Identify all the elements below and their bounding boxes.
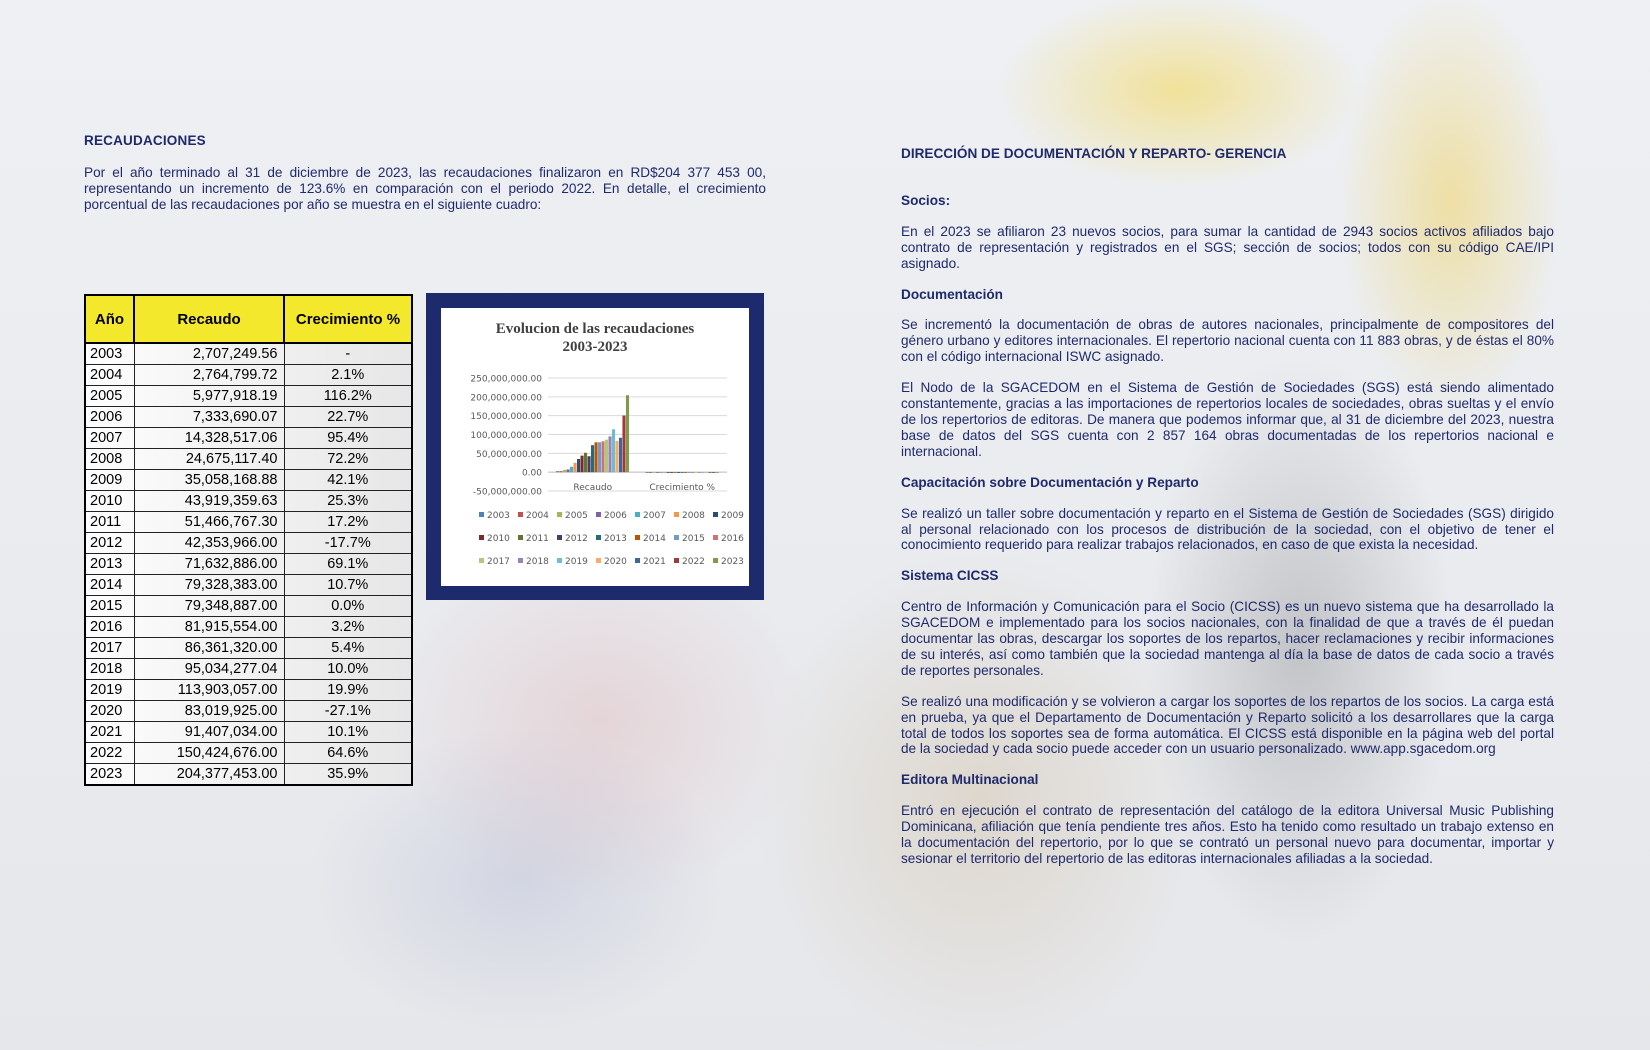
table-cell-growth: -17.7% xyxy=(284,533,412,554)
legend-swatch xyxy=(557,558,562,563)
table-row xyxy=(85,680,412,701)
chart-bar xyxy=(581,456,584,473)
x-category-label: Crecimiento % xyxy=(649,483,716,494)
table-row xyxy=(85,343,412,365)
table-cell-growth: 69.1% xyxy=(284,554,412,575)
table-row xyxy=(85,764,412,786)
chart-bar xyxy=(567,469,570,472)
chart-bar xyxy=(622,416,625,473)
table-row xyxy=(85,365,412,386)
table-row xyxy=(85,470,412,491)
table-cell-year: 2011 xyxy=(85,512,134,533)
chart-bar xyxy=(584,453,587,472)
table-row xyxy=(85,512,412,533)
legend-swatch xyxy=(518,535,523,540)
chart-title: 2003-2023 xyxy=(562,339,628,355)
legend-label: 2011 xyxy=(526,534,549,544)
table-cell-year: 2021 xyxy=(85,722,134,743)
legend-label: 2006 xyxy=(604,511,627,521)
chart-frame xyxy=(426,293,764,600)
chart-bar xyxy=(615,441,618,472)
legend-label: 2016 xyxy=(721,534,744,544)
chart-bar xyxy=(605,440,608,473)
table-row xyxy=(85,638,412,659)
table-cell-year: 2010 xyxy=(85,491,134,512)
table-row xyxy=(85,428,412,449)
table-row xyxy=(85,659,412,680)
chart-bar xyxy=(594,442,597,472)
legend-swatch xyxy=(635,512,640,517)
table-cell-growth: 0.0% xyxy=(284,596,412,617)
table-cell-year: 2013 xyxy=(85,554,134,575)
chart-bar xyxy=(684,472,687,473)
legend-label: 2017 xyxy=(487,557,510,567)
table-row xyxy=(85,575,412,596)
chart-bar xyxy=(626,395,629,472)
chart-bar xyxy=(715,472,718,473)
chart-bar xyxy=(619,438,622,472)
y-tick-label: 100,000,000.00 xyxy=(470,431,542,441)
chart-bar xyxy=(691,472,694,473)
y-tick-label: 200,000,000.00 xyxy=(470,393,542,404)
chart-bar xyxy=(708,472,711,473)
subsection-title: Socios: xyxy=(901,192,951,208)
body-paragraph: Se incrementó la documentación de obras de autores nacionales, principalmente de compositores del género urbano y editores internacionales. El repertorio nacional cuenta con 11 883 obras, y de éstas el 80% con el código internacional ISWC asignado. xyxy=(901,317,1554,365)
table-cell-year: 2009 xyxy=(85,470,134,491)
table-cell-recaudo: 86,361,320.00 xyxy=(134,638,284,659)
table-cell-year: 2004 xyxy=(85,365,134,386)
table-cell-recaudo: 51,466,767.30 xyxy=(134,512,284,533)
recaudo-table xyxy=(84,294,413,786)
chart-bar xyxy=(574,463,577,472)
table-cell-year: 2018 xyxy=(85,659,134,680)
legend-swatch xyxy=(479,535,484,540)
table-cell-recaudo: 204,377,453.00 xyxy=(134,764,284,786)
table-cell-recaudo: 5,977,918.19 xyxy=(134,386,284,407)
legend-swatch xyxy=(596,558,601,563)
table-row xyxy=(85,722,412,743)
legend-label: 2022 xyxy=(682,557,705,567)
legend-swatch xyxy=(674,558,679,563)
legend-label: 2015 xyxy=(682,534,705,544)
subsection-title: Editora Multinacional xyxy=(901,772,1039,788)
legend-label: 2012 xyxy=(565,534,588,544)
table-cell-year: 2020 xyxy=(85,701,134,722)
table-cell-growth: 95.4% xyxy=(284,428,412,449)
table-cell-growth: 64.6% xyxy=(284,743,412,764)
legend-label: 2010 xyxy=(487,534,510,544)
legend-label: 2018 xyxy=(526,557,549,567)
table-cell-year: 2019 xyxy=(85,680,134,701)
table-row xyxy=(85,491,412,512)
table-cell-year: 2005 xyxy=(85,386,134,407)
legend-swatch xyxy=(713,512,718,517)
y-tick-label: 50,000,000.00 xyxy=(476,449,542,460)
table-row xyxy=(85,701,412,722)
legend-swatch xyxy=(635,535,640,540)
table-cell-year: 2012 xyxy=(85,533,134,554)
table-row xyxy=(85,386,412,407)
legend-swatch xyxy=(674,535,679,540)
chart-panel xyxy=(441,308,749,586)
table-cell-recaudo: 14,328,517.06 xyxy=(134,428,284,449)
chart-title: Evolucion de las recaudaciones xyxy=(495,321,695,337)
chart-bar xyxy=(681,472,684,473)
legend-label: 2008 xyxy=(682,511,705,521)
x-category-label: Recaudo xyxy=(573,483,613,494)
chart-bar xyxy=(694,472,697,473)
legend-label: 2003 xyxy=(487,511,510,521)
chart-bar xyxy=(663,472,666,473)
table-cell-recaudo: 2,764,799.72 xyxy=(134,365,284,386)
legend-swatch xyxy=(713,558,718,563)
table-cell-recaudo: 79,348,887.00 xyxy=(134,596,284,617)
legend-swatch xyxy=(713,535,718,540)
body-paragraph: Se realizó una modificación y se volvieron a cargar los soportes de los repartos de los socios. La carga está en prueba, ya que el Departamento de Documentación y Reparto solicitó a los desarrollares que la carga total de todos los soportes sea de forma automática. El CICSS está disponible en la página web del portal de la sociedad y cada socio puede acceder con un usuario personalizado. www.app.sgacedom.org xyxy=(901,693,1554,757)
body-paragraph: Se realizó un taller sobre documentación y reparto en el Sistema de Gestión de Sociedades (SGS) dirigido al personal relacionado con los procesos de distribución de la sociedad, con el objetivo de tener el conocimiento requerido para realizar trabajos relacionados, en caso de que exista la necesidad. xyxy=(901,505,1554,553)
column-header-year: Año xyxy=(85,295,134,343)
table-cell-growth: 116.2% xyxy=(284,386,412,407)
table-cell-recaudo: 81,915,554.00 xyxy=(134,617,284,638)
table-cell-growth: 19.9% xyxy=(284,680,412,701)
right-column xyxy=(901,146,1554,867)
table-row xyxy=(85,596,412,617)
table-cell-recaudo: 42,353,966.00 xyxy=(134,533,284,554)
legend-label: 2014 xyxy=(643,534,666,544)
chart-bar xyxy=(674,472,677,473)
chart-bar xyxy=(649,472,652,473)
body-paragraph: Centro de Información y Comunicación para el Socio (CICSS) es un nuevo sistema que ha desarrollado la SGACEDOM e implementado para los socios nacionales, con la finalidad de que a través de él puedan documentar las obras, descargar los soportes de los repartos, hacer reclamaciones y recibir informaciones de su interés, así como también que la sociedad mantenga al día la base de datos de cada socio a través de reportes personales. xyxy=(901,599,1554,678)
table-cell-growth: 3.2% xyxy=(284,617,412,638)
y-tick-label: -50,000,000.00 xyxy=(472,487,542,498)
table-cell-year: 2022 xyxy=(85,743,134,764)
table-cell-recaudo: 7,333,690.07 xyxy=(134,407,284,428)
table-cell-growth: 10.7% xyxy=(284,575,412,596)
chart-bar xyxy=(701,472,704,473)
chart-bar xyxy=(677,472,680,473)
table-cell-growth: 22.7% xyxy=(284,407,412,428)
table-cell-growth: 35.9% xyxy=(284,764,412,786)
table-row xyxy=(85,449,412,470)
chart-bar xyxy=(556,471,559,472)
chart-bar xyxy=(570,467,573,472)
y-tick-label: 0.00 xyxy=(521,468,542,479)
chart-bar xyxy=(705,472,708,473)
legend-label: 2009 xyxy=(721,511,744,521)
table-row xyxy=(85,617,412,638)
table-row xyxy=(85,533,412,554)
table-row xyxy=(85,554,412,575)
chart-bar xyxy=(612,429,615,472)
legend-label: 2023 xyxy=(721,557,744,567)
body-paragraph: El Nodo de la SGACEDOM en el Sistema de Gestión de Sociedades (SGS) está siendo alimentado constantemente, gracias a las importaciones de repertorios locales de sociedades, obras sueltas y el envío de los repertorios de editoras. De manera que podemos informar que, al 31 de diciembre del 2023, nuestra base de datos del SGS cuenta con 2 857 164 obras documentadas de los repertorios nacional e internacional. xyxy=(901,380,1554,459)
legend-swatch xyxy=(596,512,601,517)
body-paragraph: En el 2023 se afiliaron 23 nuevos socios, para sumar la cantidad de 2943 socios activos afiliados bajo contrato de representación y registrados en el SGS; sección de socios; todos con su código CAE/IPI asignado. xyxy=(901,223,1554,271)
chart-bar xyxy=(646,472,649,473)
table-cell-growth: 72.2% xyxy=(284,449,412,470)
subsection-title: Sistema CICSS xyxy=(901,568,999,584)
y-tick-label: 150,000,000.00 xyxy=(470,412,542,423)
table-cell-growth: 17.2% xyxy=(284,512,412,533)
chart-bar xyxy=(598,442,601,472)
legend-swatch xyxy=(635,558,640,563)
chart-bar xyxy=(591,445,594,472)
legend-swatch xyxy=(557,535,562,540)
table-cell-growth: 10.1% xyxy=(284,722,412,743)
legend-label: 2007 xyxy=(643,511,666,521)
table-cell-growth: - xyxy=(284,343,412,365)
intro-paragraph: Por el año terminado al 31 de diciembre de 2023, las recaudaciones finalizaron en RD$204 377 453 00, representando un incremento de 123.6% en comparación con el periodo 2022. En detalle, el crecimiento porcentual de las recaudaciones por año se muestra en el siguiente cuadro: xyxy=(84,165,766,212)
legend-swatch xyxy=(479,558,484,563)
table-cell-recaudo: 24,675,117.40 xyxy=(134,449,284,470)
legend-swatch xyxy=(479,512,484,517)
subsection-title: Documentación xyxy=(901,286,1003,302)
legend-label: 2013 xyxy=(604,534,627,544)
chart-bar xyxy=(601,441,604,472)
table-cell-year: 2016 xyxy=(85,617,134,638)
table-cell-growth: 2.1% xyxy=(284,365,412,386)
table-cell-year: 2017 xyxy=(85,638,134,659)
y-tick-label: 250,000,000.00 xyxy=(470,374,542,385)
table-cell-recaudo: 2,707,249.56 xyxy=(134,343,284,365)
table-cell-growth: 10.0% xyxy=(284,659,412,680)
table-cell-year: 2007 xyxy=(85,428,134,449)
table-cell-year: 2015 xyxy=(85,596,134,617)
table-cell-recaudo: 71,632,886.00 xyxy=(134,554,284,575)
legend-label: 2005 xyxy=(565,511,588,521)
body-paragraph: Entró en ejecución el contrato de representación del catálogo de la editora Universal Music Publishing Dominicana, afiliación que tenía pendiente tres años. Esto ha tenido como resultado un trabajo extenso en la documentación del repertorio, por lo que se contrató un personal nuevo para documentar, importar y sesionar el territorio del repertorio de las editoras internacionales afiliadas a la sociedad. xyxy=(901,803,1554,866)
legend-label: 2004 xyxy=(526,511,549,521)
table-row xyxy=(85,743,412,764)
legend-swatch xyxy=(557,512,562,517)
table-cell-year: 2014 xyxy=(85,575,134,596)
chart-bar xyxy=(560,471,563,472)
chart-bar xyxy=(653,472,656,473)
table-cell-recaudo: 150,424,676.00 xyxy=(134,743,284,764)
chart-bar xyxy=(588,456,591,472)
column-header-recaudo: Recaudo xyxy=(134,295,284,343)
table-cell-recaudo: 79,328,383.00 xyxy=(134,575,284,596)
legend-label: 2019 xyxy=(565,557,588,567)
chart-bar xyxy=(687,472,690,473)
legend-swatch xyxy=(674,512,679,517)
table-cell-recaudo: 95,034,277.04 xyxy=(134,659,284,680)
table-cell-growth: 5.4% xyxy=(284,638,412,659)
table-cell-year: 2006 xyxy=(85,407,134,428)
chart-bar xyxy=(712,472,715,473)
table-cell-recaudo: 35,058,168.88 xyxy=(134,470,284,491)
legend-swatch xyxy=(518,558,523,563)
table-cell-growth: 42.1% xyxy=(284,470,412,491)
recaudaciones-chart xyxy=(441,308,749,586)
legend-swatch xyxy=(596,535,601,540)
subsection-title: Capacitación sobre Documentación y Reparto xyxy=(901,474,1199,490)
table-cell-growth: -27.1% xyxy=(284,701,412,722)
table-row xyxy=(85,407,412,428)
chart-bar xyxy=(667,472,670,473)
chart-bar xyxy=(608,436,611,472)
chart-bar xyxy=(563,470,566,472)
table-cell-growth: 25.3% xyxy=(284,491,412,512)
table-cell-year: 2008 xyxy=(85,449,134,470)
table-header-row xyxy=(85,295,412,343)
table-cell-year: 2003 xyxy=(85,343,134,365)
section-heading-direccion: DIRECCIÓN DE DOCUMENTACIÓN Y REPARTO- GERENCIA xyxy=(901,146,1287,161)
column-header-growth: Crecimiento % xyxy=(284,295,412,343)
legend-label: 2021 xyxy=(643,557,666,567)
table-cell-year: 2023 xyxy=(85,764,134,786)
legend-swatch xyxy=(518,512,523,517)
chart-bar xyxy=(577,459,580,472)
section-heading-recaudaciones: RECAUDACIONES xyxy=(84,133,206,148)
chart-bar xyxy=(656,472,659,473)
chart-bar xyxy=(698,472,701,473)
table-cell-recaudo: 43,919,359.63 xyxy=(134,491,284,512)
chart-bar xyxy=(670,472,673,473)
table-cell-recaudo: 83,019,925.00 xyxy=(134,701,284,722)
table-cell-recaudo: 91,407,034.00 xyxy=(134,722,284,743)
recaudo-table-container xyxy=(84,294,413,786)
chart-bar xyxy=(660,472,663,473)
legend-label: 2020 xyxy=(604,557,627,567)
table-cell-recaudo: 113,903,057.00 xyxy=(134,680,284,701)
